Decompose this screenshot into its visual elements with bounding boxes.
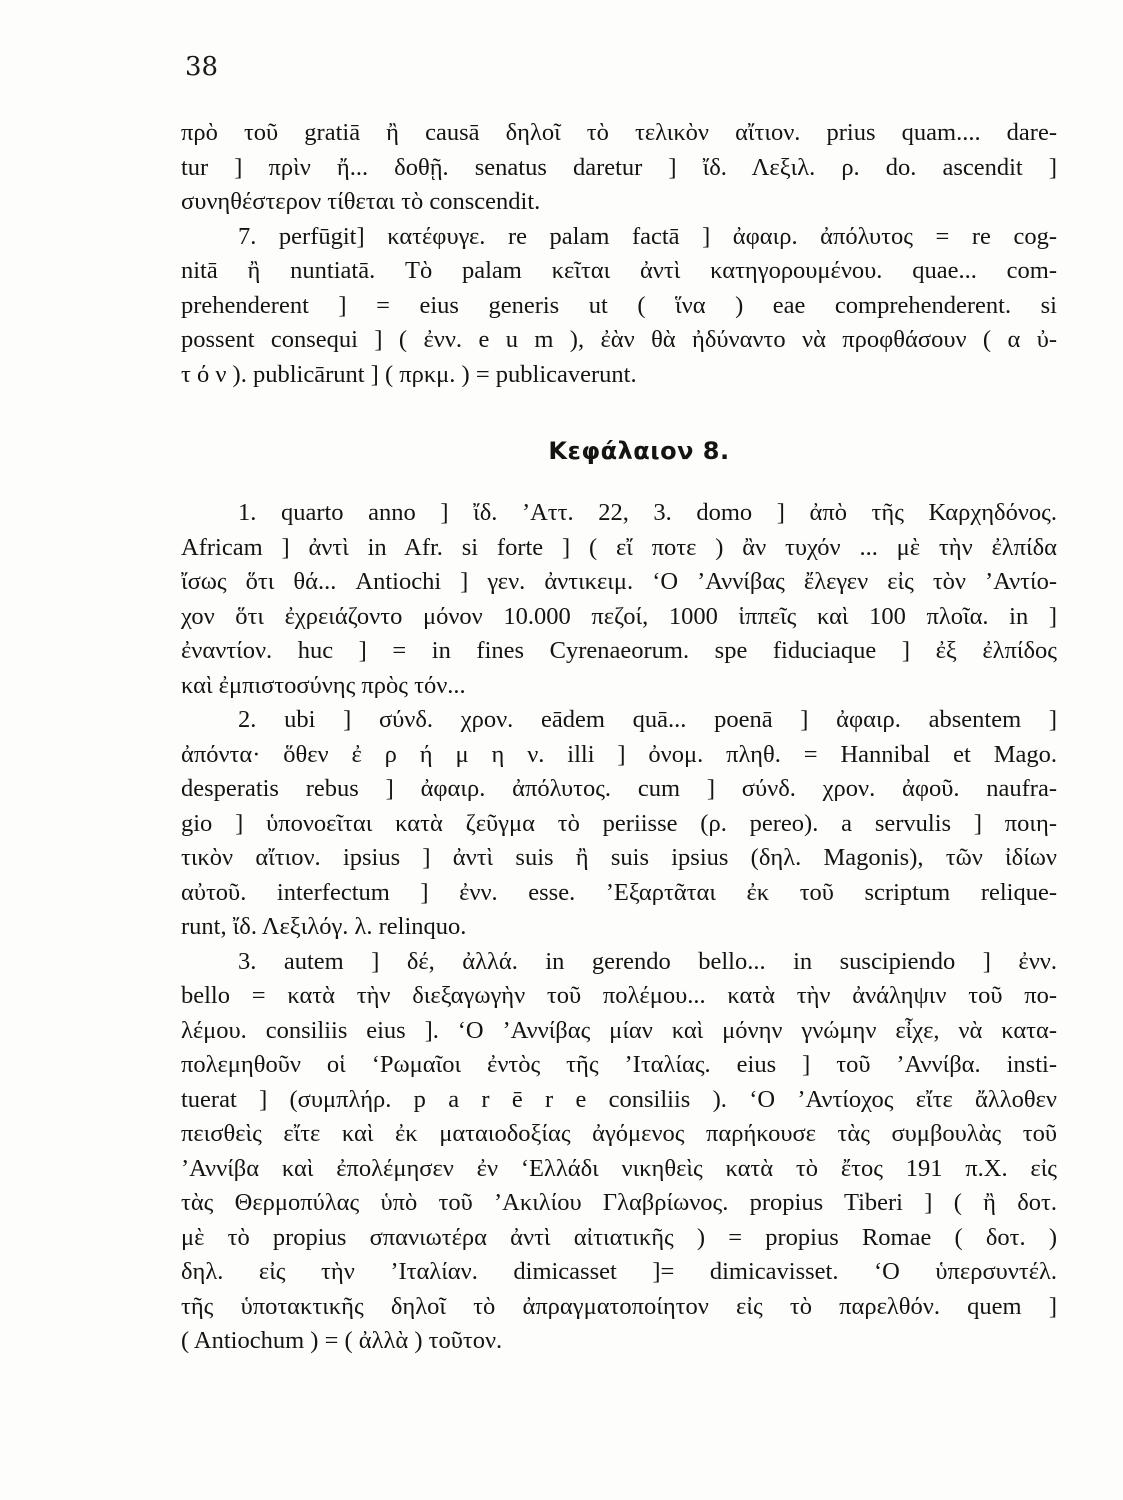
text-line: ἐναντίον. huc ] = in fines Cyrenaeorum. spe fiduciaque ] ἐξ ἐλπίδος: [181, 637, 1057, 664]
text-line: tur ] πρὶν ἤ... δοθῇ. senatus daretur ] ἴδ. Λεξιλ. ρ. do. ascendit ]: [181, 153, 1057, 181]
text-line: ἀπόντα· ὅθεν ἐ ρ ή μ η ν. illi ] ὀνομ. πληθ. = Hannibal et Mago.: [181, 740, 1057, 768]
text-line: τὰς Θερμοπύλας ὑπὸ τοῦ ’Ακιλίου Γλαβρίωνος. propius Tiberi ] ( ἢ δοτ.: [181, 1189, 1057, 1216]
text-line: ἴσως ὅτι θά... Antiochi ] γεν. ἀντικειμ. ‘Ο ’Αννίβας ἔλεγεν εἰς τὸν ’Αντίο-: [181, 568, 1057, 595]
text-line: gio ] ὑπονοεῖται κατὰ ζεῦγμα τὸ periisse (ρ. pereo). a servulis ] ποιη-: [181, 809, 1057, 837]
text-line: πρὸ τοῦ gratiā ἢ causā δηλοῖ τὸ τελικὸν αἴτιον. prius quam.... dare-: [181, 119, 1057, 146]
text-line: possent consequi ] ( ἐνν. e u m ), ἐὰν θὰ ἠδύναντο νὰ προφθάσουν ( α ὐ-: [181, 326, 1057, 353]
text-line: τικὸν αἴτιον. ipsius ] ἀντὶ suis ἢ suis ipsius (δηλ. Magonis), τῶν ἰδίων: [181, 844, 1057, 871]
text-line: λέμου. consiliis eius ]. ‘Ο ’Αννίβας μίαν καὶ μόνην γνώμην εἶχε, νὰ κατα-: [181, 1016, 1057, 1044]
text-line: καὶ ἐμπιστοσύνης πρὸς τόν...: [181, 671, 466, 699]
text-line: nitā ἢ nuntiatā. Τὸ palam κεῖται ἀντὶ κατηγορουμένου. quae... com-: [181, 257, 1057, 284]
text-line: ’Αννίβα καὶ ἐπολέμησεν ἐν ‘Ελλάδι νικηθεὶς κατὰ τὸ ἔτος 191 π.Χ. εἰς: [181, 1154, 1057, 1182]
text-line: runt, ἴδ. Λεξιλόγ. λ. relinquo.: [181, 913, 467, 940]
text-line: 7. perfūgit] κατέφυγε. re palam factā ] ἀφαιρ. ἀπόλυτος = re cog-: [238, 222, 1057, 250]
text-line: 3. autem ] δέ, ἀλλά. in gerendo bello... in suscipiendo ] ἐνν.: [238, 947, 1057, 975]
text-line: 1. quarto anno ] ἴδ. ’Αττ. 22, 3. domo ] ἀπὸ τῆς Καρχηδόνος.: [238, 499, 1057, 526]
text-line: τῆς ὑποτακτικῆς δηλοῖ τὸ ἀπραγματοποίητον εἰς τὸ παρελθόν. quem ]: [181, 1292, 1057, 1320]
text-line: ( Antiochum ) = ( ἀλλὰ ) τοῦτον.: [181, 1327, 503, 1354]
text-line: μὲ τὸ propius σπανιωτέρα ἀντὶ αἰτιατικῆς ) = propius Romae ( δοτ. ): [181, 1223, 1057, 1251]
paragraph-1: [181, 116, 1057, 220]
text-line: Africam ] ἀντὶ in Afr. si forte ] ( εἴ ποτε ) ἂν τυχόν ... μὲ τὴν ἐλπίδα: [181, 533, 1057, 561]
text-line: τ ό ν ). publicārunt ] ( πρκμ. ) = publicaverunt.: [181, 360, 637, 388]
text-line: bello = κατὰ τὴν διεξαγωγὴν τοῦ πολέμου... κατὰ τὴν ἀνάληψιν τοῦ πο-: [181, 982, 1057, 1009]
text-line: συνηθέστερον τίθεται τὸ conscendit.: [181, 188, 541, 215]
paragraph-5: [181, 945, 1057, 1359]
text-line: 2. ubi ] σύνδ. χρον. eādem quā... poenā ] ἀφαιρ. absentem ]: [238, 706, 1057, 733]
text-line: prehenderent ] = eius generis ut ( ἵνα ) eae comprehenderent. si: [181, 291, 1057, 319]
page-number: 38: [185, 52, 219, 82]
text-line: tuerat ] (συμπλήρ. p a r ē r e consiliis ). ‘Ο ’Αντίοχος εἴτε ἄλλοθεν: [181, 1085, 1057, 1113]
text-line: desperatis rebus ] ἀφαιρ. ἀπόλυτος. cum ] σύνδ. χρον. ἀφοῦ. naufra-: [181, 775, 1057, 802]
text-line: πεισθεὶς εἴτε καὶ ἐκ ματαιοδοξίας ἀγόμενος παρήκουσε τὰς συμβουλὰς τοῦ: [181, 1120, 1057, 1147]
paragraph-2: [181, 220, 1057, 393]
text-line: χον ὅτι ἐχρειάζοντο μόνον 10.000 πεζοί, 1000 ἱππεῖς καὶ 100 πλοῖα. in ]: [181, 602, 1057, 630]
paragraph-4: [181, 703, 1057, 945]
page-body: [181, 116, 1057, 1359]
chapter-heading: Κεφάλαιον 8.: [548, 437, 730, 465]
text-line: δηλ. εἰς τὴν ’Ιταλίαν. dimicasset ]= dimicavisset. ‘Ο ὑπερσυντέλ.: [181, 1258, 1057, 1285]
text-line: αὐτοῦ. interfectum ] ἐνν. esse. ’Εξαρτᾶται ἐκ τοῦ scriptum reliquе-: [181, 878, 1057, 906]
text-line: πολεμηθοῦν οἱ ‘Ρωμαῖοι ἐντὸς τῆς ’Ιταλίας. eius ] τοῦ ’Αννίβα. insti-: [181, 1051, 1057, 1078]
paragraph-3: [181, 496, 1057, 703]
